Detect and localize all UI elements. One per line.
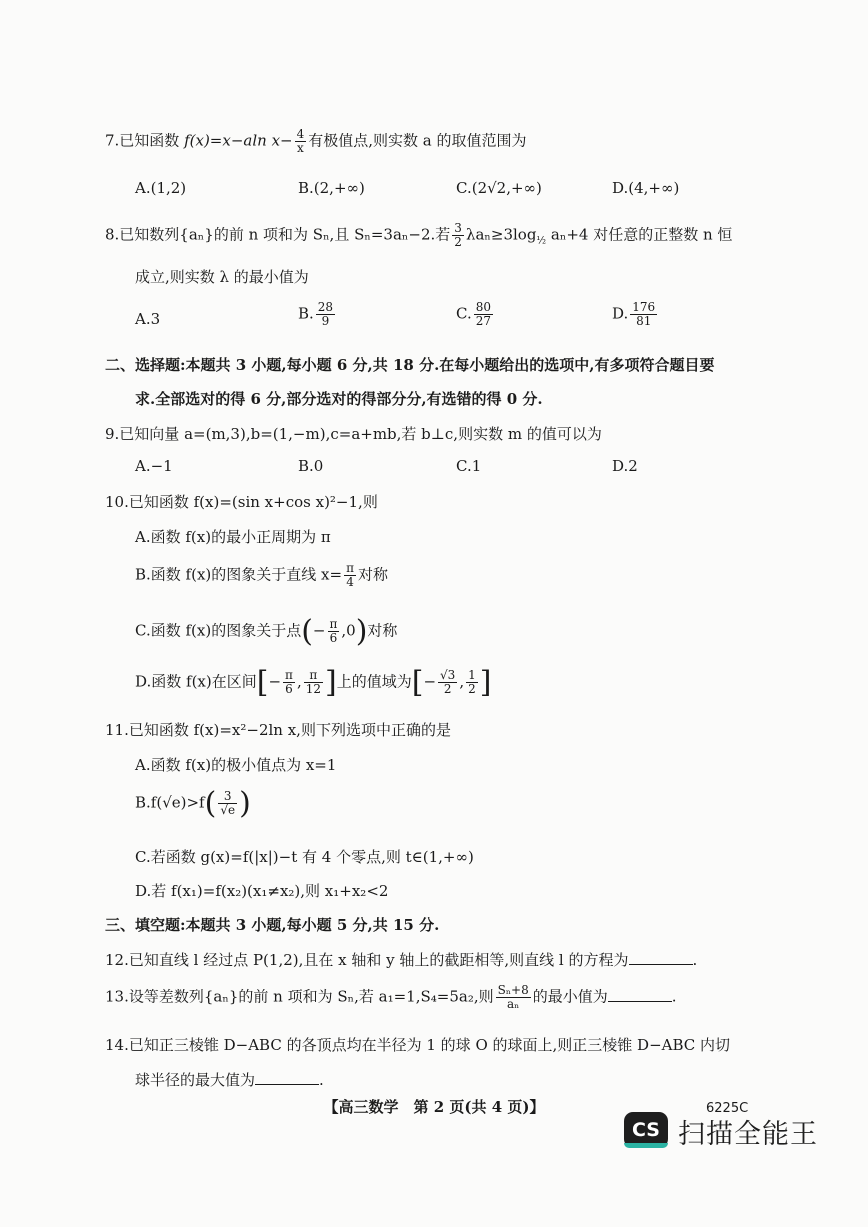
q9-option-d: D.2 — [612, 457, 638, 475]
q10-d-comma: , — [296, 672, 302, 691]
question-7 — [105, 128, 527, 155]
q8-frac-num: 3 — [454, 221, 462, 235]
question-11: 11.已知函数 f(x)=x²−2ln x,则下列选项中正确的是 — [105, 721, 451, 739]
q7-option-b: B.(2,+∞) — [298, 179, 365, 197]
q8-option-c-frac — [474, 301, 493, 328]
q10-c-mid: ,0 — [341, 621, 356, 640]
question-13 — [105, 984, 677, 1011]
q10-c-num: π — [329, 617, 338, 631]
q7-suffix: 有极值点,则实数 a 的取值范围为 — [308, 131, 527, 150]
q10-option-a: A.函数 f(x)的最小正周期为 π — [135, 528, 331, 546]
q8-line2: 成立,则实数 λ 的最小值为 — [135, 268, 309, 286]
camscanner-watermark: 扫描全能王 — [678, 1119, 818, 1150]
q10-d-num1: π — [285, 668, 293, 682]
q8-option-b-frac — [316, 301, 335, 328]
q10-d-den2: 12 — [305, 682, 321, 696]
q10-d-num3: √3 — [440, 668, 456, 682]
q10-d-frac2 — [304, 669, 323, 696]
q11-b-pre: B.f(√e)>f — [135, 793, 205, 812]
q14-line2 — [135, 1069, 324, 1090]
section-2-heading-line2: 求.全部选对的得 6 分,部分选对的得部分分,有选错的得 0 分. — [135, 390, 543, 408]
question-12 — [105, 949, 697, 970]
q8-option-d-frac — [630, 301, 657, 328]
question-10: 10.已知函数 f(x)=(sin x+cos x)²−1,则 — [105, 493, 378, 511]
q8-option-c — [456, 301, 495, 328]
q7-prefix: 7.已知函数 — [105, 131, 185, 150]
q10-d-frac1 — [283, 669, 295, 696]
q10-b-den: 4 — [346, 575, 354, 589]
q13-post: 的最小值为 — [532, 987, 608, 1006]
q10-d-neg2: − — [423, 672, 437, 691]
q12-end: . — [692, 951, 698, 969]
q11-b-den: √e — [220, 803, 236, 817]
q9-option-c: C.1 — [456, 457, 482, 475]
q10-b-num: π — [346, 561, 354, 575]
q10-b-frac — [344, 562, 356, 589]
q13-frac — [496, 984, 531, 1011]
q12-answer-blank[interactable] — [629, 950, 693, 965]
q11-b-num: 3 — [218, 790, 237, 804]
q10-c-den: 6 — [329, 631, 338, 645]
question-9: 9.已知向量 a=(m,3),b=(1,−m),c=a+mb,若 b⊥c,则实数 m 的值可以为 — [105, 425, 602, 443]
q8-option-b-label: B. — [298, 304, 314, 323]
q9-option-b: B.0 — [298, 457, 324, 475]
q10-d-frac4 — [466, 669, 478, 696]
q14-line2-text: 球半径的最大值为 — [135, 1071, 256, 1089]
q8-option-d-den: 81 — [636, 314, 652, 328]
q13-den: aₙ — [506, 997, 520, 1011]
q10-option-d: D.函数 f(x)在区间[− $\frac{\pi}{6}$ , $\frac{\pi}{12}$ ]上的值域为[− $\frac{√3}{2}$ , $\frac{1}{2}$ ] — [135, 665, 492, 700]
section-3-heading: 三、填空题:本题共 3 小题,每小题 5 分,共 15 分. — [105, 916, 440, 934]
question-14: 14.已知正三棱锥 D−ABC 的各顶点均在半径为 1 的球 O 的球面上,则正三棱锥 D−ABC 内切 — [105, 1036, 731, 1054]
q10-d-den4: 2 — [468, 682, 476, 696]
camscanner-logo-icon: CS — [624, 1112, 668, 1148]
q14-answer-blank[interactable] — [255, 1070, 319, 1085]
q10-d-frac3 — [438, 669, 457, 696]
q7-frac-den: x — [297, 141, 304, 155]
q8-option-c-den: 27 — [475, 314, 491, 328]
q8-option-a: A.3 — [135, 310, 161, 328]
q10-d-den3: 2 — [443, 682, 452, 696]
q8-frac-den: 2 — [454, 235, 462, 249]
q10-d-num4: 1 — [468, 668, 476, 682]
q10-c-post: 对称 — [367, 621, 398, 640]
q8-text-b: λaₙ≥3log — [465, 225, 537, 244]
q7-fraction — [295, 128, 307, 155]
q8-fraction — [452, 222, 464, 249]
q10-c-pre: C.函数 f(x)的图象关于点 — [135, 621, 302, 640]
q10-d-neg: − — [268, 672, 282, 691]
q7-option-a: A.(1,2) — [135, 179, 187, 197]
q10-d-comma2: , — [459, 672, 465, 691]
q10-d-pre: D.函数 f(x)在区间 — [135, 672, 257, 691]
q10-c-neg: − — [312, 621, 326, 640]
q8-text-a: 8.已知数列{aₙ}的前 n 项和为 Sₙ,且 Sₙ=3aₙ−2.若 — [105, 225, 451, 244]
q13-num: Sₙ+8 — [497, 983, 529, 997]
q10-b-pre: B.函数 f(x)的图象关于直线 x= — [135, 565, 343, 584]
q8-option-d — [612, 301, 659, 328]
q10-d-den1: 6 — [285, 682, 293, 696]
q14-end: . — [319, 1071, 324, 1089]
q8-option-b-den: 9 — [321, 314, 330, 328]
q8-option-c-label: C. — [456, 304, 472, 323]
q13-answer-blank[interactable] — [608, 987, 672, 1002]
q10-option-c: C.函数 f(x)的图象关于点(− $\frac{\pi}{6}$ ,0)对称 — [135, 614, 398, 649]
q7-option-d: D.(4,+∞) — [612, 179, 680, 197]
q13-end: . — [671, 987, 677, 1006]
q10-d-num2: π — [304, 669, 323, 683]
q13-pre: 13.设等差数列{aₙ}的前 n 项和为 Sₙ,若 a₁=1,S₄=5a₂,则 — [105, 987, 494, 1006]
q8-log-base: ½ — [536, 235, 547, 247]
q10-b-post: 对称 — [357, 565, 388, 584]
q7-function: f(x)=x−aln x− — [184, 131, 293, 150]
q11-option-b: B.f(√e)>f( $\frac{3}{√e}$ ) — [135, 786, 251, 821]
paper-code: 6225C — [706, 1101, 749, 1116]
q11-option-a: A.函数 f(x)的极小值点为 x=1 — [135, 756, 337, 774]
q11-option-d: D.若 f(x₁)=f(x₂)(x₁≠x₂),则 x₁+x₂<2 — [135, 882, 389, 900]
q8-option-c-num: 80 — [475, 300, 491, 314]
q7-frac-num: 4 — [296, 127, 305, 141]
q7-option-c: C.(2√2,+∞) — [456, 179, 542, 197]
section-2-heading: 二、选择题:本题共 3 小题,每小题 6 分,共 18 分.在每小题给出的选项中,有多项符合题目要 — [105, 356, 715, 374]
q12-stem: 12.已知直线 l 经过点 P(1,2),且在 x 轴和 y 轴上的截距相等,则直线 l 的方程为 — [105, 951, 629, 969]
q8-option-b-num: 28 — [317, 300, 334, 314]
q10-c-frac — [328, 618, 340, 645]
page-footer: 【高三数学 第 2 页(共 4 页)】 — [323, 1098, 545, 1116]
q8-option-d-num: 176 — [632, 300, 656, 314]
q8-option-b — [298, 301, 337, 328]
q10-d-mid: 上的值域为 — [336, 672, 412, 691]
q10-option-b — [135, 562, 388, 589]
q8-option-d-label: D. — [612, 304, 629, 323]
q11-option-c: C.若函数 g(x)=f(|x|)−t 有 4 个零点,则 t∈(1,+∞) — [135, 848, 474, 866]
q11-b-frac — [218, 790, 237, 817]
q8-text-c: aₙ+4 对任意的正整数 n 恒 — [546, 225, 733, 244]
q9-option-a: A.−1 — [135, 457, 173, 475]
question-8 — [105, 222, 732, 249]
